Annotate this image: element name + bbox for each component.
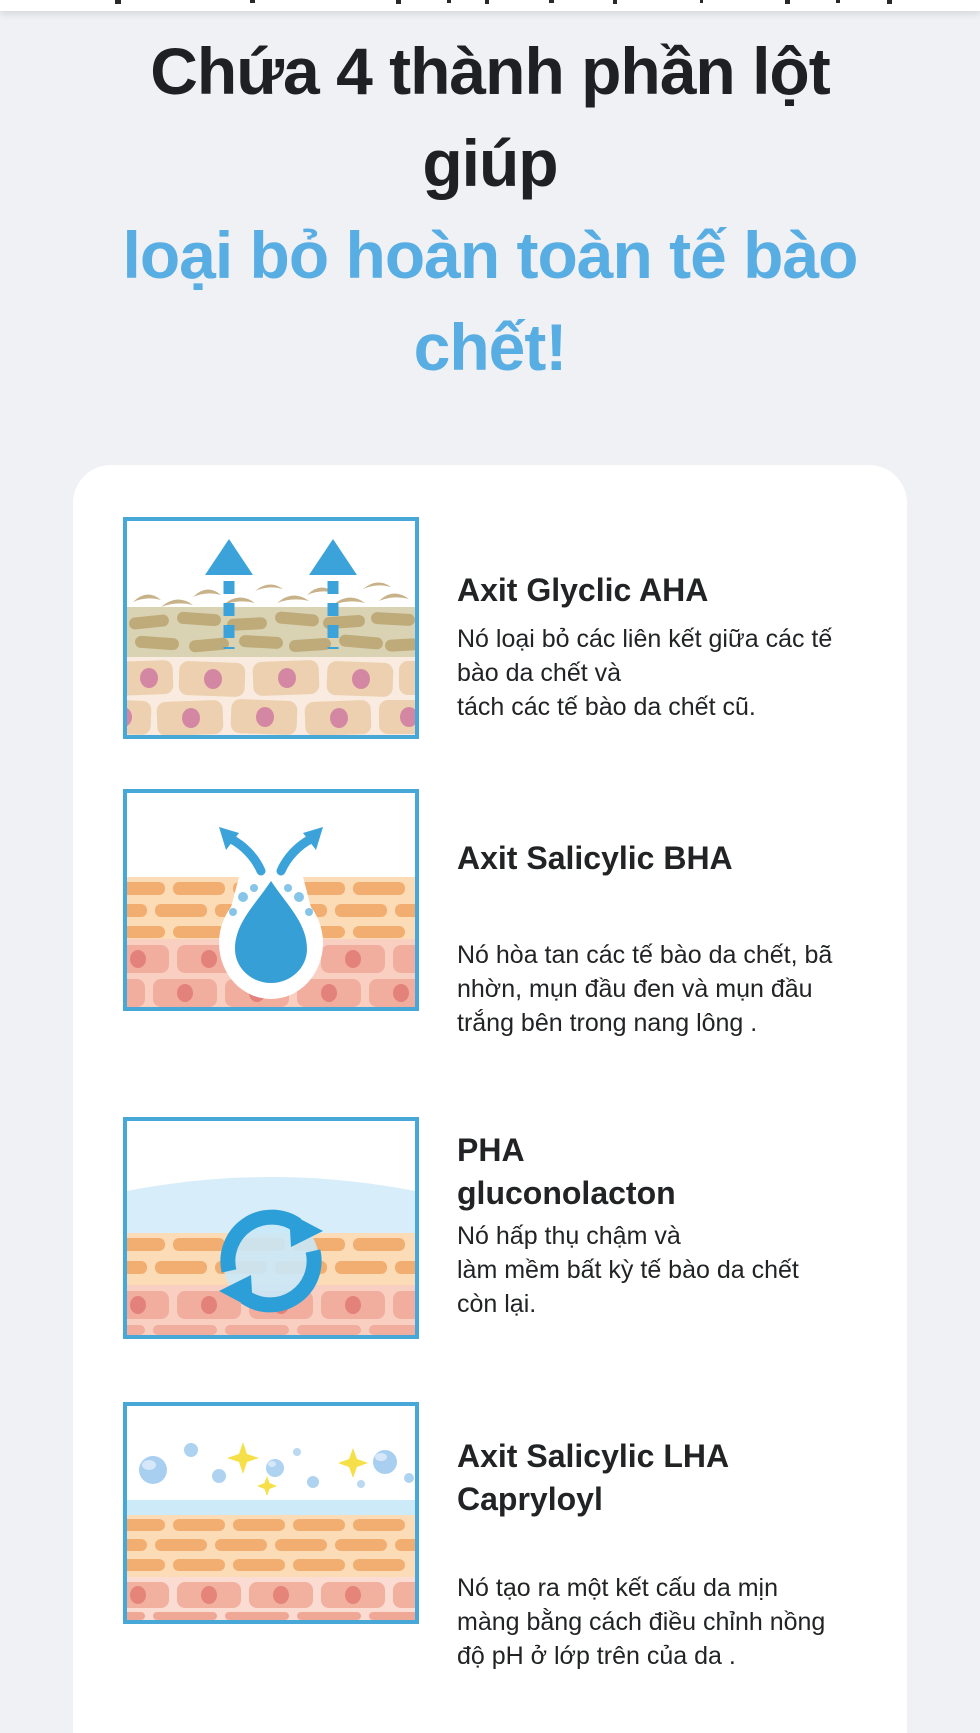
ingredient-title: Axit Salicylic BHA (457, 840, 733, 876)
pha-absorption-cycle-illustration (123, 1117, 419, 1339)
skin-diagram-lha (127, 1406, 415, 1620)
bha-pore-droplet-illustration (123, 789, 419, 1011)
title-blue-line-2: chết! (413, 310, 567, 384)
previous-card-bottom-strip (0, 0, 980, 11)
aha-lifting-arrows-illustration (123, 517, 419, 739)
ingredient-row-lha (123, 1402, 867, 1673)
ingredient-row-pha (123, 1117, 867, 1339)
skin-diagram-pha (127, 1121, 415, 1335)
title-black-line-2: giúp (422, 126, 558, 200)
ingredient-description: Nó hòa tan các tế bào da chết, bã nhờn, mụn đầu đen và mụn đầu trắng bên trong nang lông . (457, 941, 833, 1037)
ingredient-description: Nó tạo ra một kết cấu da mịn màng bằng cách điều chỉnh nồng độ pH ở lớp trên của da . (457, 1574, 826, 1670)
ingredient-title: Axit Glyclic AHA (457, 572, 709, 608)
ingredient-description: Nó loại bỏ các liên kết giữa các tế bào da chết và tách các tế bào da chết cũ. (457, 625, 833, 721)
title-blue-line-1: loại bỏ hoàn toàn tế bào (122, 218, 858, 292)
ingredient-title: PHA gluconolacton (457, 1132, 676, 1211)
surface-film-layer (127, 1500, 415, 1515)
skin-diagram-aha (127, 521, 415, 735)
title-black-line-1: Chứa 4 thành phần lột (150, 34, 830, 108)
ingredient-description: Nó hấp thụ chậm và làm mềm bất kỳ tế bào da chết còn lại. (457, 1222, 799, 1318)
ingredient-row-aha (123, 517, 867, 739)
ingredient-row-bha (123, 789, 867, 1040)
ingredients-card (73, 465, 907, 1733)
recycle-icon (219, 1213, 323, 1309)
ingredient-title: Axit Salicylic LHA Capryloyl (457, 1438, 730, 1517)
lha-smooth-texture-illustration (123, 1402, 419, 1624)
skin-diagram-bha (127, 793, 415, 1007)
page-title (0, 11, 980, 393)
